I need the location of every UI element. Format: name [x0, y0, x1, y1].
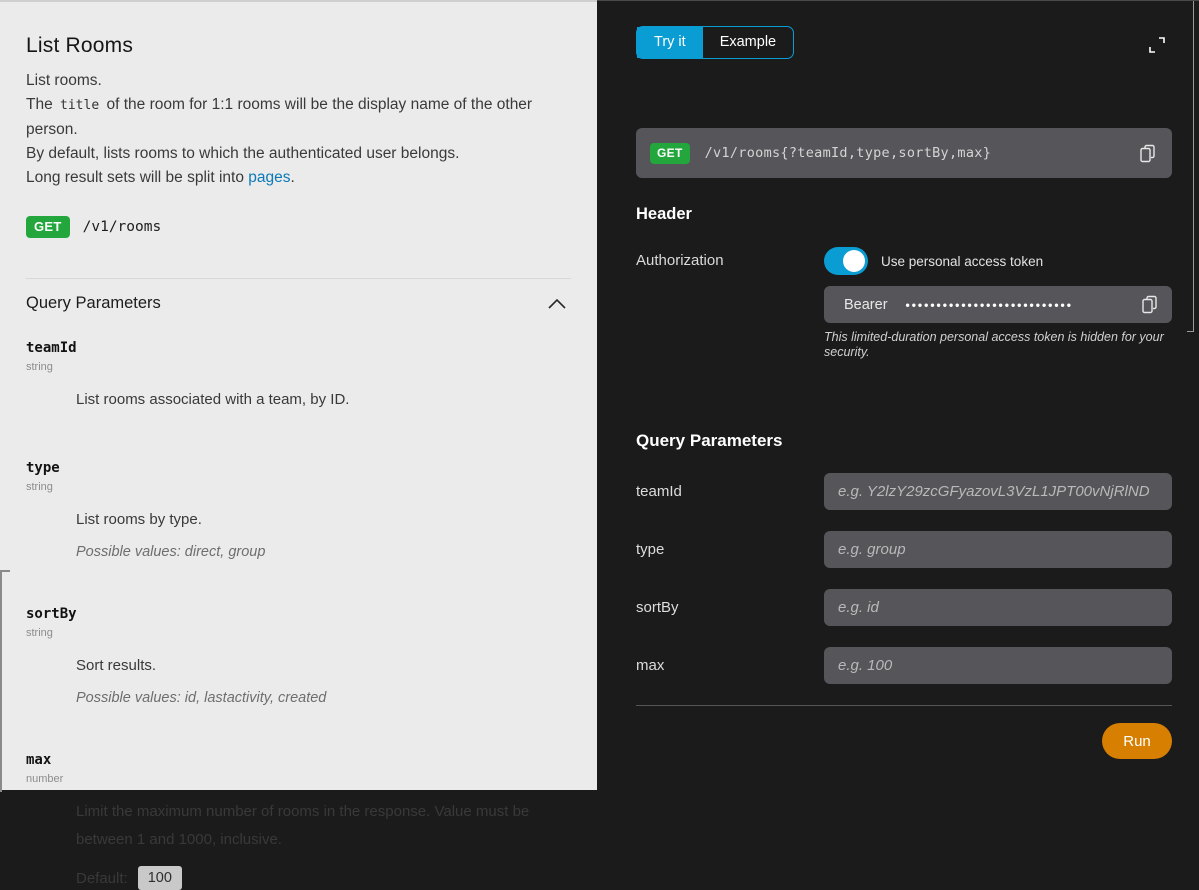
- endpoint-row: [26, 216, 571, 238]
- bearer-token-field[interactable]: [824, 286, 1172, 323]
- method-badge: GET: [650, 143, 690, 164]
- pages-link[interactable]: pages: [248, 169, 291, 186]
- form-row-sortby: [636, 589, 1172, 626]
- form-row-max: [636, 647, 1172, 684]
- page-title: List Rooms: [26, 34, 134, 57]
- param-name: type: [26, 460, 60, 476]
- authorization-controls: [824, 247, 1172, 360]
- param-name: max: [26, 752, 52, 768]
- param-description: Limit the maximum number of rooms in the response. Value must be between 1 and 1000, inclusive.: [76, 803, 530, 848]
- doc-line-2: The title of the room for 1:1 rooms will be the display name of the other person.: [26, 96, 533, 138]
- token-toggle-row: [824, 247, 1172, 275]
- doc-line-4: Long result sets will be split into pages.: [26, 169, 295, 186]
- toggle-caption: Use personal access token: [881, 253, 1044, 269]
- default-label: Default:: [76, 869, 128, 887]
- param-type: number: [26, 773, 64, 785]
- sortby-label: sortBy: [636, 599, 679, 616]
- endpoint-path: /v1/rooms: [82, 219, 162, 235]
- run-button[interactable]: Run: [1102, 723, 1172, 759]
- tab-group: [636, 26, 794, 59]
- tab-example[interactable]: Example: [703, 27, 793, 58]
- param-teamid: [26, 340, 571, 414]
- inline-code-title: title: [60, 98, 100, 113]
- type-label: type: [636, 541, 665, 558]
- param-default-row: [76, 866, 571, 890]
- default-value-badge: 100: [138, 866, 182, 890]
- doc-line-1: List rooms.: [26, 72, 102, 89]
- left-scrollbar[interactable]: [0, 570, 2, 792]
- param-description: Sort results.: [76, 657, 157, 674]
- param-type: string: [26, 361, 53, 373]
- doc-panel: [0, 0, 597, 887]
- teamid-input[interactable]: [824, 473, 1172, 510]
- bearer-label: Bearer: [844, 296, 888, 313]
- authorization-row: [636, 247, 1172, 360]
- request-url-bar: [636, 128, 1172, 178]
- param-sortby: [26, 606, 571, 706]
- request-url: /v1/rooms{?teamId,type,sortBy,max}: [704, 145, 992, 161]
- expand-icon[interactable]: [1142, 30, 1172, 63]
- teamid-label: teamId: [636, 483, 682, 500]
- toggle-knob: [843, 250, 865, 272]
- masked-token: •••••••••••••••••••••••••••: [905, 297, 1073, 312]
- header-section-title: Header: [636, 205, 692, 223]
- param-type: string: [26, 627, 53, 639]
- param-possible-values: Possible values: direct, group: [76, 544, 266, 560]
- copy-url-icon[interactable]: [1137, 142, 1158, 165]
- form-row-teamid: [636, 473, 1172, 510]
- query-parameters-section-header[interactable]: [26, 278, 571, 313]
- parameter-list: [26, 340, 571, 890]
- token-security-note: This limited-duration personal access token is hidden for your security.: [824, 330, 1164, 359]
- run-divider: [636, 705, 1172, 706]
- copy-token-icon[interactable]: [1139, 293, 1160, 316]
- param-description: List rooms by type.: [76, 511, 202, 528]
- param-max: [26, 752, 571, 890]
- chevron-up-icon[interactable]: [547, 298, 567, 310]
- try-it-panel: [597, 0, 1199, 790]
- param-type: string: [26, 481, 53, 493]
- query-parameters-title: Query Parameters: [636, 431, 783, 450]
- query-parameters-heading: Query Parameters: [26, 294, 161, 312]
- type-input[interactable]: [824, 531, 1172, 568]
- run-row: [636, 723, 1172, 759]
- tab-try-it[interactable]: Try it: [637, 27, 703, 58]
- max-label: max: [636, 657, 665, 674]
- param-name: teamId: [26, 340, 77, 356]
- query-parameters-form: [636, 473, 1172, 684]
- param-possible-values: Possible values: id, lastactivity, created: [76, 690, 327, 706]
- right-scrollbar[interactable]: [1193, 1, 1194, 332]
- sortby-input[interactable]: [824, 589, 1172, 626]
- max-input[interactable]: [824, 647, 1172, 684]
- param-description: List rooms associated with a team, by ID.: [76, 391, 350, 408]
- doc-description: [26, 69, 571, 190]
- authorization-label: Authorization: [636, 252, 724, 269]
- param-type: [26, 460, 571, 560]
- personal-access-token-toggle[interactable]: [824, 247, 868, 275]
- doc-line-3: By default, lists rooms to which the authenticated user belongs.: [26, 145, 460, 162]
- param-name: sortBy: [26, 606, 77, 622]
- method-badge: GET: [26, 216, 70, 238]
- form-row-type: [636, 531, 1172, 568]
- tabs-row: [636, 26, 1172, 63]
